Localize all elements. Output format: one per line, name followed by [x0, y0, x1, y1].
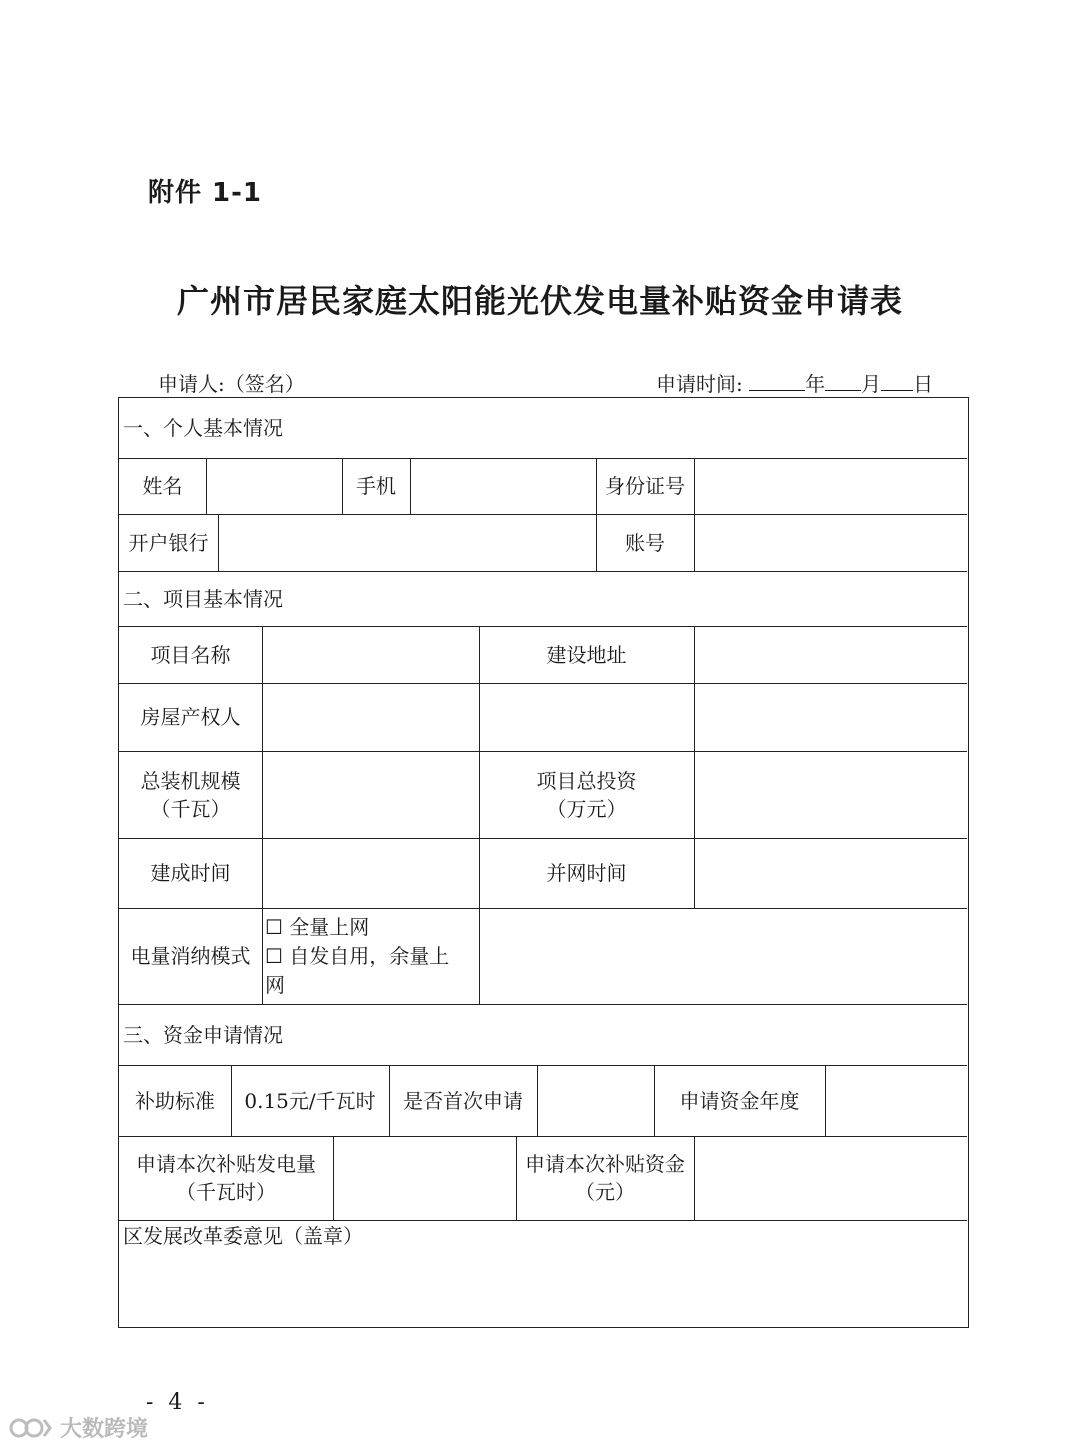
subsidy-standard-label: 补助标准: [135, 1088, 215, 1113]
amount-label-line1: 申请本次补贴资金: [525, 1152, 685, 1176]
form-title: 广州市居民家庭太阳能光伏发电量补贴资金申请表: [176, 282, 903, 320]
section-project-info: 二、项目基本情况: [123, 586, 283, 611]
completion-time-field[interactable]: [263, 839, 478, 907]
applicant-signature-label: 申请人:（签名）: [158, 372, 305, 396]
phone-field[interactable]: [411, 459, 595, 513]
date-label: 申请时间:: [656, 372, 743, 396]
project-name-field[interactable]: [263, 627, 478, 682]
watermark-text: 大数跨境: [60, 1417, 149, 1442]
funding-year-label: 申请资金年度: [679, 1088, 800, 1113]
option-full-grid[interactable]: ☐ 全量上网: [265, 915, 370, 939]
watermark-logo-icon: [8, 1413, 54, 1443]
application-date: [656, 368, 933, 397]
account-label: 账号: [625, 530, 665, 555]
completion-time-label: 建成时间: [150, 861, 231, 885]
phone-label: 手机: [356, 474, 396, 498]
watermark: [8, 1412, 148, 1443]
bank-field[interactable]: [219, 515, 595, 570]
first-time-field[interactable]: [538, 1066, 653, 1135]
month-blank[interactable]: [825, 370, 861, 391]
owner-label: 房屋产权人: [140, 705, 241, 729]
capacity-label-line1: 总装机规模: [140, 768, 241, 793]
address-label: 建设地址: [546, 642, 627, 667]
id-number-field[interactable]: [695, 459, 967, 513]
owner-field[interactable]: [263, 684, 478, 750]
opinion-label: 区发展改革委意见（盖章）: [123, 1224, 363, 1248]
address-field[interactable]: [695, 627, 967, 682]
investment-unit: （万元）: [546, 796, 627, 821]
year-label: 年: [805, 372, 826, 396]
day-blank[interactable]: [881, 370, 913, 391]
option-self-use-surplus-grid-cont: 网: [265, 973, 285, 997]
energy-label: [119, 1136, 333, 1220]
investment-field[interactable]: [695, 752, 967, 837]
year-blank[interactable]: [749, 370, 805, 391]
amount-unit: （元）: [575, 1180, 635, 1204]
section-personal-info: 一、个人基本情况: [123, 416, 283, 440]
attachment-label: 附件 1-1: [148, 178, 263, 208]
capacity-unit: （千瓦）: [150, 796, 231, 821]
id-number-label: 身份证号: [605, 474, 685, 498]
amount-field[interactable]: [695, 1137, 967, 1219]
opinion-field[interactable]: [120, 1254, 966, 1326]
page-number: - 4 -: [146, 1390, 209, 1415]
capacity-field[interactable]: [263, 752, 478, 837]
capacity-label: [119, 751, 262, 838]
application-form-table: [118, 397, 969, 1328]
energy-label-line1: 申请本次补贴发电量: [136, 1152, 316, 1176]
account-field[interactable]: [695, 515, 967, 570]
investment-label: [479, 751, 694, 838]
consumption-mode-options: [265, 913, 477, 1000]
grid-time-field[interactable]: [695, 839, 967, 907]
energy-unit: （千瓦时）: [176, 1180, 276, 1204]
project-name-label: 项目名称: [150, 642, 231, 667]
first-time-label: 是否首次申请: [403, 1088, 523, 1113]
consumption-mode-label: 电量消纳模式: [130, 944, 251, 968]
subsidy-standard-value: 0.15元/千瓦时: [244, 1088, 376, 1113]
option-self-use-surplus-grid[interactable]: ☐ 自发自用，余量上: [265, 944, 450, 968]
funding-year-field[interactable]: [826, 1066, 967, 1135]
section-funding-info: 三、资金申请情况: [123, 1022, 283, 1047]
name-label: 姓名: [142, 474, 183, 498]
name-field[interactable]: [207, 459, 341, 513]
bank-label: 开户银行: [128, 530, 209, 555]
month-label: 月: [861, 372, 882, 396]
investment-label-line1: 项目总投资: [536, 768, 637, 793]
amount-label: [516, 1136, 694, 1220]
grid-time-label: 并网时间: [546, 861, 627, 885]
day-label: 日: [913, 372, 934, 396]
consumption-mode-extra-field[interactable]: [480, 909, 967, 1003]
energy-field[interactable]: [334, 1137, 515, 1219]
